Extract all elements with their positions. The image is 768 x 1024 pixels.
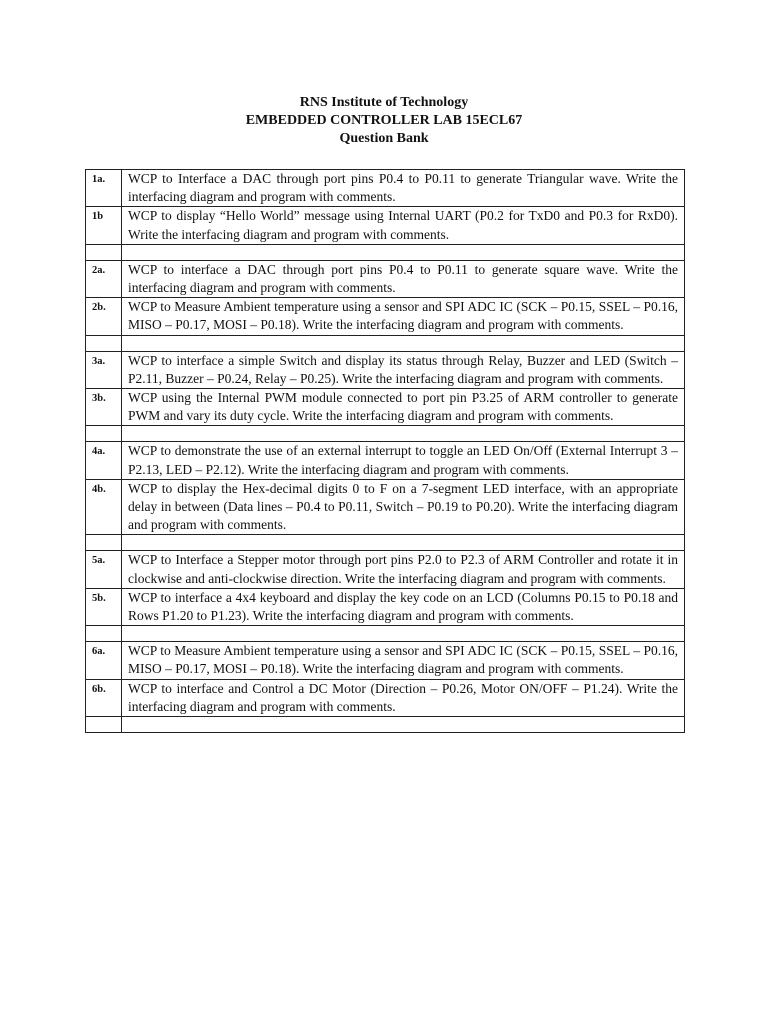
- question-text: WCP to interface a simple Switch and display its status through Relay, Buzzer and LED (Switch – P2.11, Buzzer – P0.24, Relay – P0.25). Write the interfacing diagram and program with comments.: [122, 351, 685, 388]
- question-text: WCP to Measure Ambient temperature using a sensor and SPI ADC IC (SCK – P0.15, SSEL – P0.16, MISO – P0.17, MOSI – P0.18). Write the interfacing diagram and program with comments.: [122, 298, 685, 335]
- question-row: [86, 442, 685, 479]
- question-row: [86, 389, 685, 426]
- question-number: 1a.: [86, 170, 122, 207]
- question-number: 4a.: [86, 442, 122, 479]
- question-text: WCP to interface a 4x4 keyboard and display the key code on an LCD (Columns P0.15 to P0.18 and Rows P1.20 to P1.23). Write the interfacing diagram and program with comments.: [122, 588, 685, 625]
- spacer-row: [86, 244, 685, 260]
- question-row: [86, 351, 685, 388]
- question-number: 3a.: [86, 351, 122, 388]
- question-row: [86, 479, 685, 535]
- spacer-row: [86, 626, 685, 642]
- document-header: [0, 94, 768, 148]
- spacer-row: [86, 717, 685, 733]
- question-row: [86, 551, 685, 588]
- question-table: [85, 169, 685, 733]
- question-number: 5a.: [86, 551, 122, 588]
- question-text: WCP to display “Hello World” message using Internal UART (P0.2 for TxD0 and P0.3 for RxD0). Write the interfacing diagram and program with comments.: [122, 207, 685, 244]
- question-text: WCP to Interface a DAC through port pins P0.4 to P0.11 to generate Triangular wave. Write the interfacing diagram and program with comments.: [122, 170, 685, 207]
- spacer-row: [86, 535, 685, 551]
- spacer-row: [86, 335, 685, 351]
- question-text: [122, 535, 685, 551]
- document-subtitle: Question Bank: [339, 131, 429, 146]
- question-row: [86, 207, 685, 244]
- question-text: [122, 626, 685, 642]
- question-text: WCP to display the Hex-decimal digits 0 to F on a 7-segment LED interface, with an appropriate delay in between (Data lines – P0.4 to P0.11, Switch – P0.19 to P0.20). Write the interfacing diagram and program with comments.: [122, 479, 685, 535]
- question-text: WCP to interface and Control a DC Motor (Direction – P0.26, Motor ON/OFF – P1.24). Write the interfacing diagram and program with comments.: [122, 679, 685, 716]
- question-text: WCP using the Internal PWM module connected to port pin P3.25 of ARM controller to generate PWM and vary its duty cycle. Write the interfacing diagram and program with comments.: [122, 389, 685, 426]
- question-text: [122, 426, 685, 442]
- question-row: [86, 170, 685, 207]
- question-number: [86, 335, 122, 351]
- question-number: 5b.: [86, 588, 122, 625]
- question-text: [122, 335, 685, 351]
- question-number: [86, 244, 122, 260]
- question-text: WCP to interface a DAC through port pins P0.4 to P0.11 to generate square wave. Write the interfacing diagram and program with comments.: [122, 260, 685, 297]
- question-text: WCP to Interface a Stepper motor through port pins P2.0 to P2.3 of ARM Controller and rotate it in clockwise and anti-clockwise direction. Write the interfacing diagram and program with comments.: [122, 551, 685, 588]
- question-number: 6a.: [86, 642, 122, 679]
- question-number: [86, 535, 122, 551]
- question-number: [86, 717, 122, 733]
- question-row: [86, 679, 685, 716]
- question-row: [86, 298, 685, 335]
- question-number: 3b.: [86, 389, 122, 426]
- question-text: WCP to demonstrate the use of an external interrupt to toggle an LED On/Off (External Interrupt 3 – P2.13, LED – P2.12). Write the interfacing diagram and program with comments.: [122, 442, 685, 479]
- question-number: 2a.: [86, 260, 122, 297]
- question-number: 1b: [86, 207, 122, 244]
- question-text: WCP to Measure Ambient temperature using a sensor and SPI ADC IC (SCK – P0.15, SSEL – P0.16, MISO – P0.17, MOSI – P0.18). Write the interfacing diagram and program with comments.: [122, 642, 685, 679]
- question-number: [86, 626, 122, 642]
- question-number: [86, 426, 122, 442]
- institute-name: RNS Institute of Technology: [299, 95, 469, 110]
- question-number: 2b.: [86, 298, 122, 335]
- lab-title: EMBEDDED CONTROLLER LAB 15ECL67: [245, 113, 523, 128]
- question-number: 6b.: [86, 679, 122, 716]
- question-row: [86, 260, 685, 297]
- question-row: [86, 588, 685, 625]
- question-text: [122, 244, 685, 260]
- question-text: [122, 717, 685, 733]
- question-number: 4b.: [86, 479, 122, 535]
- spacer-row: [86, 426, 685, 442]
- question-row: [86, 642, 685, 679]
